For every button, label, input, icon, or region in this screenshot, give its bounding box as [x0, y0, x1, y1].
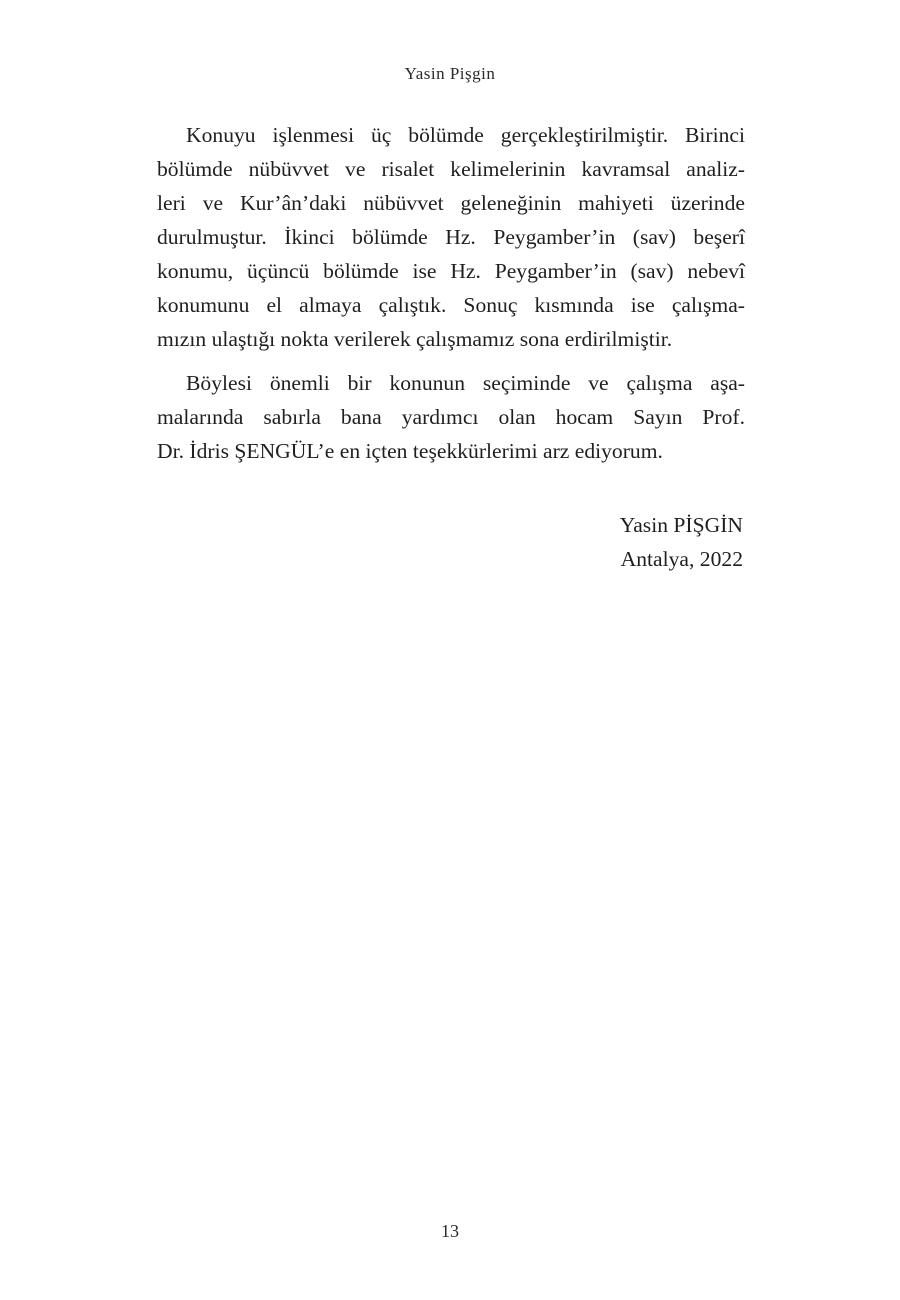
text-line: konumu, üçüncü bölümde ise Hz. Peygamber’in (sav) nebevî: [157, 259, 745, 283]
text-line: durulmuştur. İkinci bölümde Hz. Peygamber’in (sav) beşerî: [157, 225, 745, 249]
text-line: Konuyu işlenmesi üç bölümde gerçekleştirilmiştir. Birinci: [186, 123, 745, 147]
signature-block: [620, 508, 743, 576]
text-line: Dr. İdris ŞENGÜL’e en içten teşekkürlerimi arz ediyorum.: [157, 439, 663, 463]
running-head: Yasin Pişgin: [404, 64, 496, 83]
text-line: malarında sabırla bana yardımcı olan hocam Sayın Prof.: [157, 405, 745, 429]
text-line: leri ve Kur’ân’daki nübüvvet geleneğinin mahiyeti üzerinde: [157, 191, 745, 215]
body-text: [157, 118, 745, 468]
page-number: 13: [441, 1221, 459, 1241]
paragraph-2: [157, 366, 745, 468]
author-name: Yasin PİŞGİN: [619, 513, 743, 537]
text-line: konumunu el almaya çalıştık. Sonuç kısmında ise çalışma-: [157, 293, 745, 317]
paragraph-1: [157, 118, 745, 356]
text-line: mızın ulaştığı nokta verilerek çalışmamız sona erdirilmiştir.: [157, 327, 673, 351]
place-date: Antalya, 2022: [620, 547, 743, 571]
text-line: bölümde nübüvvet ve risalet kelimelerinin kavramsal analiz-: [157, 157, 745, 181]
text-line: Böylesi önemli bir konunun seçiminde ve çalışma aşa-: [186, 371, 745, 395]
